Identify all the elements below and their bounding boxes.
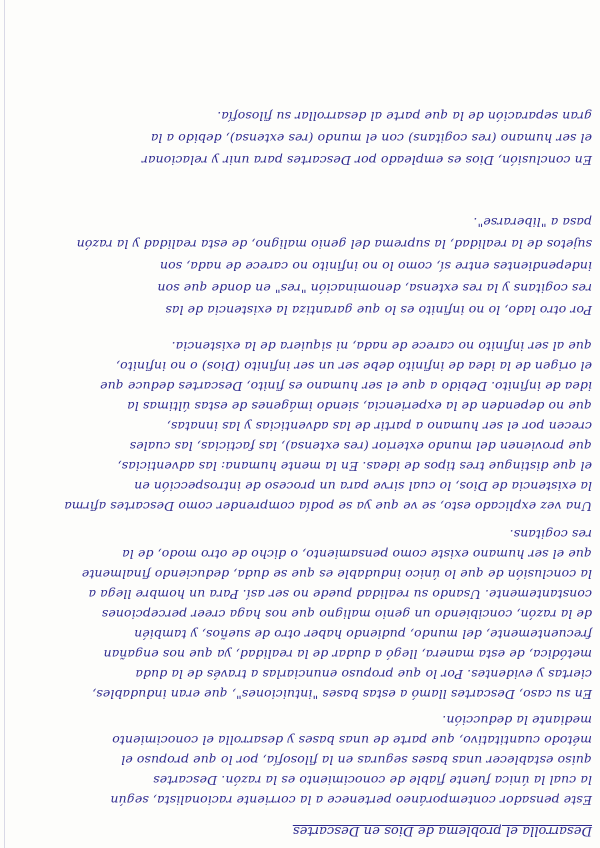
essay-line: Este pensador contemporáneo pertenece a la corriente racionalista, según <box>110 793 592 808</box>
essay-line: la existencia de Dios, lo cual sirve para un proceso de introspección en <box>134 479 592 494</box>
essay-line: que al ser infinito no carece de nada, ni siquiera de la existencia. <box>171 339 592 354</box>
essay-line: idea de infinito. Debido a que el ser humano es finito, Descartes deduce que <box>100 379 592 394</box>
essay-line: ciertas y evidentes. Por lo que propuso enunciarlas a través de la duda <box>135 667 592 682</box>
essay-line: independientes entre sí, como lo no infinito no carece de nada, son <box>159 259 592 274</box>
essay-line: la conclusión de que lo único indudable es que se duda, deduciendo finalmente <box>81 567 592 582</box>
essay-line: mediante la deducción. <box>442 713 592 728</box>
essay-line: el origen de la idea de infinito debe ser un ser infinito (Dios) o no infinito, <box>115 359 592 374</box>
essay-line: constantemente. Usando su realidad puede no ser así. Para un hombre llega a <box>88 587 592 602</box>
essay-line: quiso establecer unas bases seguras en la filosofía, por lo que propuso el <box>121 753 592 768</box>
essay-title: Desarrolla el problema de Dios en Descartes <box>292 823 592 838</box>
essay-line: Por otro lado, lo no infinito es lo que garantiza la existencia de las <box>165 303 592 318</box>
essay-line: método cuantitativo, que parte de unas bases y desarrolla el conocimiento <box>112 733 592 748</box>
essay-line: crecen por el ser humano a partir de las adventicias y las innatas, <box>166 419 592 434</box>
essay-line: el que distingue tres tipos de ideas. En la mente humana: las adventicias, <box>117 459 592 474</box>
essay-line: frecuentemente, del mundo, pudiendo haber otro de sueños, y también <box>134 627 592 642</box>
essay-line: En conclusión, Dios es empleado por Descartes para unir y relacionar <box>141 153 592 168</box>
essay-line: gran separación de la que parte al desarrollar su filosofía. <box>217 109 592 124</box>
essay-line: que no dependen de la experiencia, siendo imágenes de estas últimas la <box>127 399 592 414</box>
essay-line: de la razón, concibiendo un genio maligno que nos haga creer percepciones <box>101 607 592 622</box>
essay-line: En su caso, Descartes llamó a estas bases "intuiciones", que eran indudables, <box>92 687 592 702</box>
essay-line: el ser humano (res cogitans) con el mundo (res extensa), debido a la <box>150 131 592 146</box>
essay-line: pasa a "liberarse". <box>473 215 592 230</box>
essay-line: que provienen del mundo exterior (res extensa), las facticias, las cuales <box>129 439 592 454</box>
essay-line: metódica, de esta manera, llegó a dudar de la realidad, ya que nos engañan <box>103 647 592 662</box>
essay-line: res cogitans. <box>509 527 592 542</box>
essay-line: sujetos de la realidad, la suprema del genio maligno, de esta realidad y la razón <box>76 237 592 252</box>
essay-line: la cual la única fuente fiable de conocimiento es la razón. Descartes <box>153 773 592 788</box>
essay-line: res cogitans y la res extensa, denominación "res" en donde que son <box>157 281 592 296</box>
essay-line: Una vez explicado esto, se ve que ya se podía comprender como Descartes afirma <box>64 499 592 514</box>
essay-line: que el ser humano existe como pensamiento, o dicho de otro modo, de la <box>122 547 592 562</box>
